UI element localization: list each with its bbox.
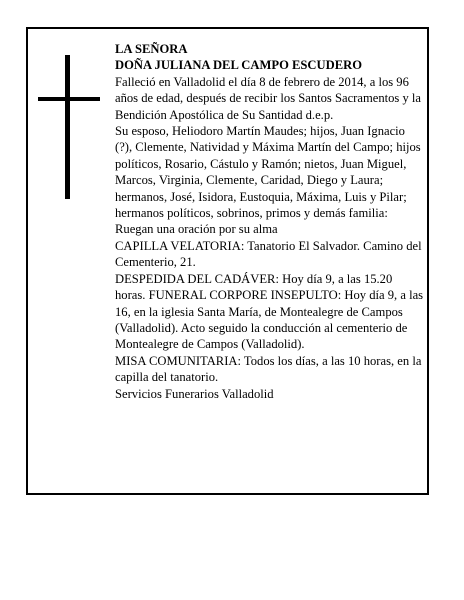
deceased-name: DOÑA JULIANA DEL CAMPO ESCUDERO: [115, 58, 363, 73]
funeral-info: DESPEDIDA DEL CADÁVER: Hoy día 9, a las 15.20 horas. FUNERAL CORPORE INSEPULTO: Hoy día 9, a las 16, en la iglesia Santa María, de Montealegre de Campos (Valladolid). Acto seguido la conducción al cementerio de Montealegre de Campos (Valladolid).: [115, 271, 424, 352]
funeral-services: Servicios Funerarios Valladolid: [115, 386, 274, 401]
cross-vertical-bar: [65, 55, 70, 199]
obituary-notice: [26, 27, 429, 495]
mass-info: MISA COMUNITARIA: Todos los días, a las 10 horas, en la capilla del tanatorio.: [115, 353, 422, 385]
death-announcement: Falleció en Valladolid el día 8 de febrero de 2014, a los 96 años de edad, después de recibir los Santos Sacramentos y la Bendición Apostólica de Su Santidad d.e.p.: [115, 74, 422, 122]
cross-horizontal-bar: [38, 97, 100, 101]
family-list: Su esposo, Heliodoro Martín Maudes; hijos, Juan Ignacio (?), Clemente, Natividad y Máxima Martín del Campo; hijos políticos, Rosario, Cástulo y Ramón; nietos, Juan Miguel, Marcos, Virginia, Clemente, Caridad, Diego y Laura; hermanos, José, Isidora, Eustoquia, Máxima, Luis y Pilar; hermanos políticos, sobrinos, primos y demás familia:: [115, 124, 421, 221]
notice-heading: LA SEÑORA: [115, 42, 188, 56]
chapel-info: CAPILLA VELATORIA: Tanatorio El Salvador. Camino del Cementerio, 21.: [115, 238, 422, 270]
latin-cross-icon: [38, 55, 100, 199]
prayer-request: Ruegan una oración por su alma: [115, 222, 278, 237]
notice-body: [115, 41, 425, 402]
